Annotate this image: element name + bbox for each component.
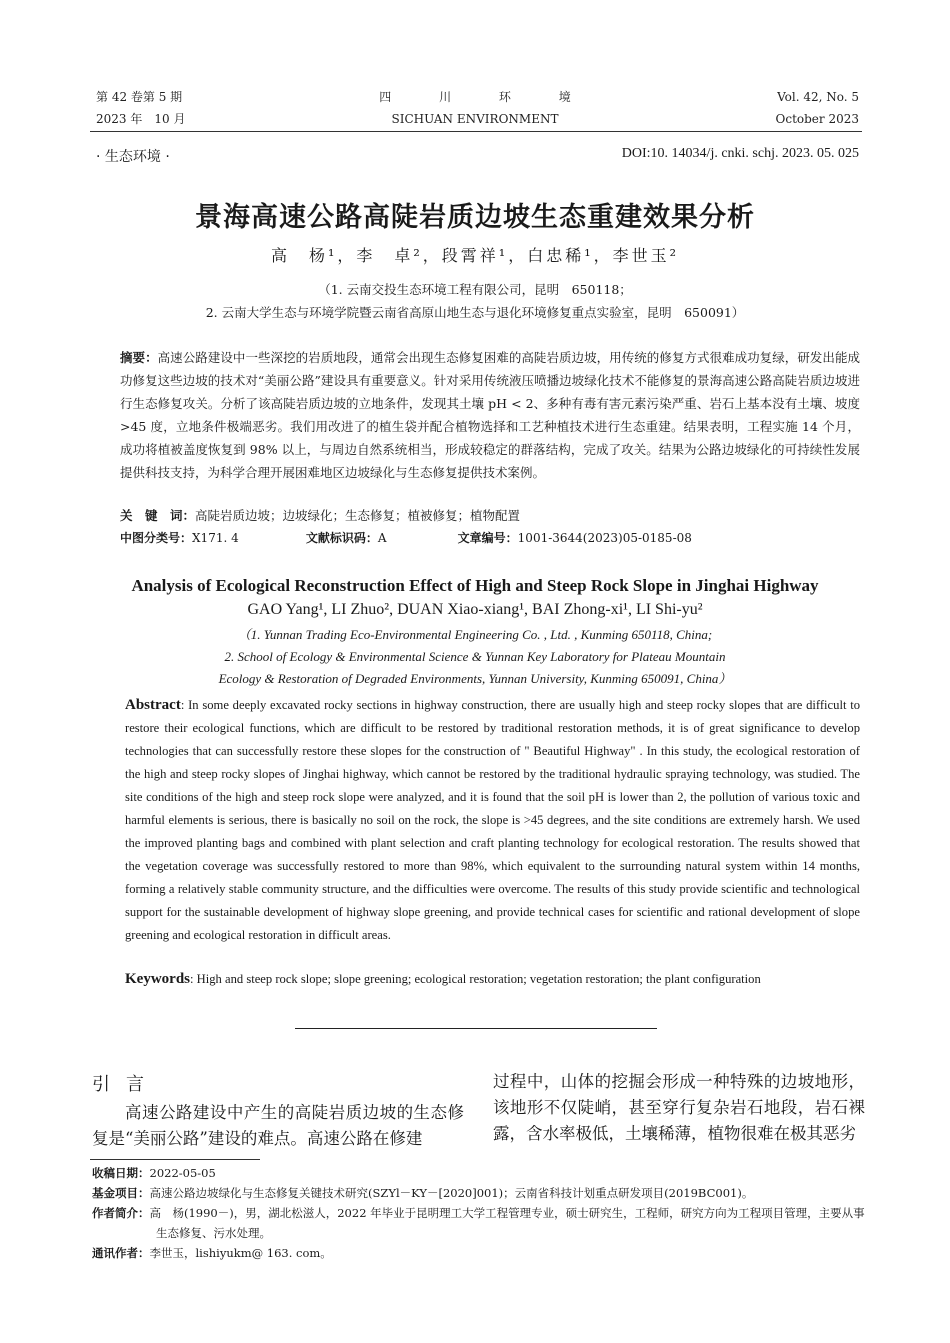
keywords-en bbox=[125, 971, 761, 988]
abstract-cn-label: 摘要： bbox=[120, 350, 158, 365]
classification-line bbox=[120, 529, 860, 546]
body-column-right: 过程中，山体的挖掘会形成一种特殊的边坡地形，该地形不仅陡峭，甚至穿行复杂岩石地段，岩石裸露，含水率极低，土壤稀薄，植物很难在极其恶劣 bbox=[493, 1072, 865, 1143]
intro-paragraph: 高速公路建设中产生的高陡岩质边坡的生态修复是“美丽公路”建设的难点。高速公路在修建 bbox=[92, 1103, 464, 1148]
keywords-en-text: : High and steep rock slope; slope greening; ecological restoration; vegetation restoration; the plant configuration bbox=[190, 972, 761, 986]
keywords-cn bbox=[120, 506, 520, 524]
authors-cn: 高 杨¹，李 卓²，段霄祥¹，白忠稀¹，李世玉² bbox=[270, 246, 680, 265]
author-bio: 作者简介：高 杨(1990－)，男，湖北松滋人，2022 年毕业于昆明理工大学工程管理专业，硕士研究生，工程师，研究方向为工程项目管理，主要从事生态修复、污水处理。 bbox=[92, 1206, 865, 1240]
issue-date: 2023 年 10 月 bbox=[96, 112, 186, 126]
doi: DOI:10. 14034/j. cnki. schj. 2023. 05. 025 bbox=[621, 146, 859, 161]
abstract-cn-text: 高速公路建设中一些深挖的岩质地段，通常会出现生态修复困难的高陡岩质边坡，用传统的修复方式很难成功复绿，研发出能成功修复这些边坡的技术对“美丽公路”建设具有重要意义。针对采用传统液压喷播边坡绿化技术不能修复的景海高速公路高陡岩质边坡进行生态修复攻关。分析了该高陡岩质边坡的立地条件，发现其土壤 pH < 2、多种有毒有害元素污染严重、岩石上基本没有土壤、坡度 >45 度，立地条件极端恶劣。我们用改进了的植生袋并配合植物选择和工艺种植技术进行生态重建。结果表明，工程实施 14 个月，成功将植被盖度恢复到 98% 以上，与周边自然系统相当，形成较稳定的群落结构，完成了攻关。结果为公路边坡绿化的可持续性发展提供科技支持，为科学合理开展困难地区边坡绿化与生态修复提供技术案例。 bbox=[120, 350, 860, 480]
affiliations-en bbox=[0, 624, 950, 690]
doc-code-value: A bbox=[377, 531, 387, 545]
intro-heading: 引言 bbox=[92, 1074, 160, 1095]
keywords-cn-label: 关 键 词： bbox=[120, 508, 196, 523]
section-divider bbox=[295, 1028, 657, 1029]
volume-issue-en: Vol. 42, No. 5 bbox=[777, 90, 859, 104]
section-tag: · 生态环境 · bbox=[96, 149, 170, 165]
clc-value: X171. 4 bbox=[192, 531, 239, 545]
authors-en: GAO Yang¹, LI Zhuo², DUAN Xiao-xiang¹, BAI Zhong-xi¹, LI Shi-yu² bbox=[247, 601, 703, 618]
corresponding-author: 通讯作者：李世玉，lishiyukm@ 163. com。 bbox=[92, 1246, 332, 1260]
running-header-left bbox=[96, 86, 185, 130]
keywords-en-label: Keywords bbox=[125, 971, 190, 987]
received-date: 收稿日期：2022-05-05 bbox=[92, 1166, 216, 1180]
doc-code-label: 文献标识码： bbox=[305, 531, 378, 545]
footnotes bbox=[92, 1163, 867, 1263]
affiliation-line: （1. 云南交投生态环境工程有限公司，昆明 650118； bbox=[318, 282, 632, 297]
abstract-en bbox=[125, 694, 860, 947]
header-rule bbox=[90, 131, 862, 132]
title-en: Analysis of Ecological Reconstruction Effect of High and Steep Rock Slope in Jinghai Highway bbox=[131, 576, 819, 595]
affiliation-line: 2. 云南大学生态与环境学院暨云南省高原山地生态与退化环境修复重点实验室，昆明 650091） bbox=[205, 305, 745, 320]
article-number-value: 1001-3644(2023)05-0185-08 bbox=[517, 531, 692, 545]
issue-date-en: October 2023 bbox=[775, 112, 859, 126]
body-column-left bbox=[92, 1072, 464, 1152]
running-header-center bbox=[360, 86, 593, 130]
abstract-en-text: : In some deeply excavated rocky sections in highway construction, there are usually high and steep rocky slopes that are difficult to restore their ecological functions, which are difficult to be restored by traditional restoration methods, it is of great significance to develop technologies that can successfully restore these slopes for the construction of " Beautiful Highway" . In this study, the ecological restoration of the high and steep rocky slopes of Jinghai highway, which cannot be restored by the traditional hydraulic spraying technology, was studied. The site conditions of the high and steep rock slope were analyzed, and it is found that the soil pH is lower than 2, the pollution of various toxic and harmful elements is serious, there is basically no soil on the rock, the slope is >45 degrees, and the site conditions are extremely harsh. We used the improved planting bags and combined with plant selection and craft planting technology for ecological restoration. The results showed that the vegetation coverage was successfully restored to more than 98%, which equivalent to the surrounding natural system within 14 months, forming a relatively stable community structure, and the difficulties were overcome. The results of this study provide scientific and technological support for the sustainable development of highway slope greening, and provide technical cases for scientific and rational development of slope greening and ecological restoration in difficult areas. bbox=[125, 698, 860, 942]
affiliation-en-line: Ecology & Restoration of Degraded Environments, Yunnan University, Kunming 650091, China） bbox=[218, 671, 732, 686]
page-title: 景海高速公路高陡岩质边坡生态重建效果分析 bbox=[195, 202, 755, 233]
clc-label: 中图分类号： bbox=[120, 531, 193, 545]
affiliation-en-line: 2. School of Ecology & Environmental Science & Yunnan Key Laboratory for Plateau Mountain bbox=[224, 649, 726, 664]
journal-name-cn: 四 川 环 境 bbox=[379, 90, 593, 104]
volume-issue: 第 42 卷第 5 期 bbox=[96, 90, 183, 104]
affiliation-en-line: （1. Yunnan Trading Eco-Environmental Engineering Co. , Ltd. , Kunming 650118, China; bbox=[237, 627, 713, 642]
running-header-right bbox=[776, 86, 859, 130]
article-number-label: 文章编号： bbox=[457, 531, 518, 545]
abstract-en-label: Abstract bbox=[125, 697, 181, 713]
abstract-cn bbox=[120, 346, 860, 484]
journal-name-en: SICHUAN ENVIRONMENT bbox=[391, 112, 559, 126]
affiliations-cn bbox=[0, 278, 950, 324]
keywords-cn-text: 高陡岩质边坡；边坡绿化；生态修复；植被修复；植物配置 bbox=[195, 508, 521, 523]
footnote-rule bbox=[90, 1159, 260, 1160]
fund-info: 基金项目：高速公路边坡绿化与生态修复关键技术研究(SZYl－KY－[2020]001)；云南省科技计划重点研发项目(2019BC001)。 bbox=[92, 1186, 754, 1200]
